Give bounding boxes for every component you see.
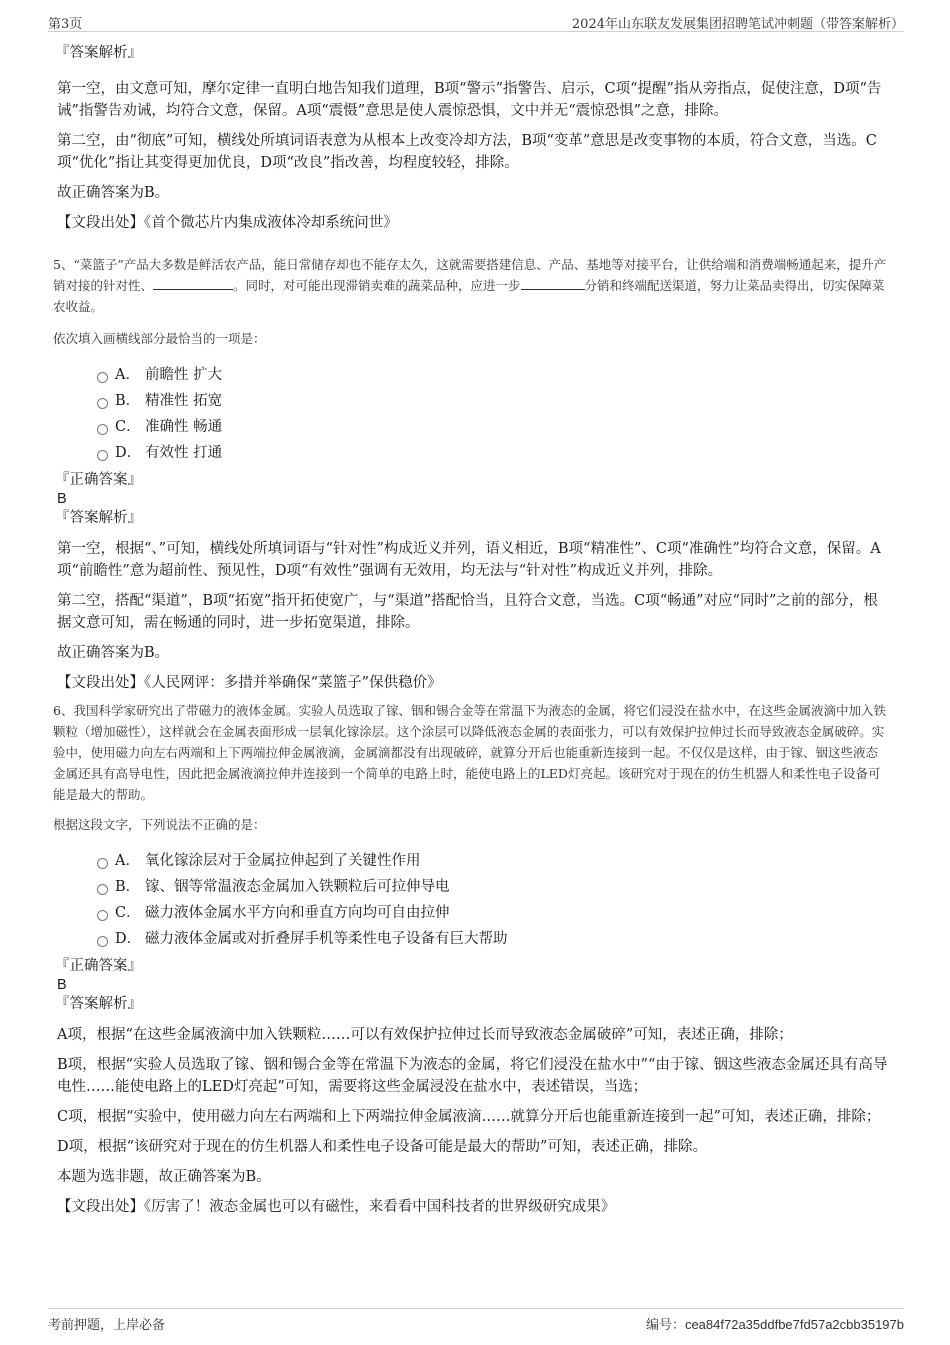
analysis-paragraph: A项，根据“在这些金属液滴中加入铁颗粒……可以有效保护拉伸过长而导致液态金属破碎”可知，表述正确，排除； (57, 1027, 793, 1043)
source-citation: 【文段出处】《厉害了！液态金属也可以有磁性，来看看中国科技者的世界级研究成果》 (57, 1199, 616, 1215)
correct-answer-label: 『正确答案』 (55, 472, 142, 488)
option-c[interactable]: C． 准确性 畅通 (97, 414, 890, 440)
source-citation: 【文段出处】《首个微芯片内集成液体冷却系统问世》 (57, 215, 398, 231)
analysis-label: 『答案解析』 (55, 510, 142, 526)
question-5-text: 5、“菜篮子”产品大多数是鲜活农产品，能日常储存却也不能存太久，这就需要搭建信息、产品、基地等对接平台，让供给端和消费端畅通起来，提升产销对接的针对性、 。同时，对可能出现滞销卖难的蔬菜品种，应进一步 分销和终端配送渠道，努力让菜品卖得出，切实保障菜农收益。 (53, 257, 887, 314)
blank-1 (153, 276, 233, 290)
document-code: 编号：cea84f72a35ddfbe7fd57a2cbb35197b (645, 1317, 904, 1333)
document-title: 2024年山东联友发展集团招聘笔试冲刺题（带答案解析） (571, 17, 904, 32)
option-c[interactable]: C． 磁力液体金属水平方向和垂直方向均可自由拉伸 (97, 900, 890, 926)
footer-slogan: 考前押题，上岸必备 (48, 1318, 166, 1333)
blank-2 (521, 276, 585, 290)
analysis-paragraph: 第一空，由文意可知，摩尔定律一直明白地告知我们道理，B项“警示”指警告、启示，C项“提醒”指从旁指点，促使注意，D项“告诫”指警告劝诫，均符合文意，保留。A项“震慑”意思是使人震惊恐惧，文中并无“震惊恐惧”之意，排除。 (57, 81, 882, 119)
option-d[interactable]: D． 磁力液体金属或对折叠屏手机等柔性电子设备有巨大帮助 (97, 926, 890, 952)
radio-icon[interactable] (97, 858, 108, 869)
analysis-paragraph: 第一空，根据“、”可知，横线处所填词语与“针对性”构成近义并列，语义相近，B项“精准性”、C项“准确性”均符合文意，保留。A项“前瞻性”意为超前性、预见性，D项“有效性”强调有无效用，均无法与“针对性”构成近义并列，排除。 (57, 541, 881, 579)
analysis-label: 『答案解析』 (55, 45, 142, 61)
page-header (48, 11, 904, 32)
page-number: 第3页 (48, 17, 83, 32)
option-b[interactable]: B． 镓、铟等常温液态金属加入铁颗粒后可拉伸导电 (97, 874, 890, 900)
question-5-prompt: 依次填入画横线部分最恰当的一项是： (53, 331, 266, 346)
radio-icon[interactable] (97, 450, 108, 461)
radio-icon[interactable] (97, 372, 108, 383)
option-b[interactable]: B． 精准性 拓宽 (97, 388, 890, 414)
option-a[interactable]: A． 氧化镓涂层对于金属拉伸起到了关键性作用 (97, 848, 890, 874)
question-6-prompt: 根据这段文字，下列说法不正确的是： (53, 817, 266, 832)
analysis-paragraph: C项，根据“实验中，使用磁力向左右两端和上下两端拉伸金属液滴……就算分开后也能重新连接到一起”可知，表述正确，排除； (57, 1109, 881, 1125)
option-a[interactable]: A． 前瞻性 扩大 (97, 362, 890, 388)
analysis-paragraph: D项，根据“该研究对于现在的仿生机器人和柔性电子设备可能是最大的帮助”可知，表述正确，排除。 (57, 1139, 707, 1155)
analysis-paragraph: 第二空，由“彻底”可知，横线处所填词语表意为从根本上改变冷却方法，B项“变革”意思是改变事物的本质，符合文意，当选。C项“优化”指让其变得更加优良，D项“改良”指改善，均程度较轻，排除。 (57, 133, 877, 171)
question-6-options (97, 848, 890, 952)
answer-conclusion: 故正确答案为B。 (57, 185, 170, 201)
analysis-label: 『答案解析』 (55, 996, 142, 1012)
option-d[interactable]: D． 有效性 打通 (97, 440, 890, 466)
radio-icon[interactable] (97, 398, 108, 409)
radio-icon[interactable] (97, 884, 108, 895)
answer-conclusion: 本题为选非题，故正确答案为B。 (57, 1169, 271, 1185)
radio-icon[interactable] (97, 936, 108, 947)
question-6-text: 6、我国科学家研究出了带磁力的液体金属。实验人员选取了镓、铟和锡合金等在常温下为液态的金属，将它们浸没在盐水中，在这些金属液滴中加入铁颗粒（增加磁性），这样就会在金属表面形成一层氧化镓涂层。这个涂层可以降低液态金属的表面张力，可以有效保护拉伸过长而导致液态金属破碎。实验中，使用磁力向左右两端和上下两端拉伸金属液滴，金属滴都没有出现破碎，就算分开后也能重新连接到一起。不仅仅是这样，由于镓、铟这些液态金属还具有高导电性，因此把金属液滴拉伸并连接到一个简单的电路上时，能使电路上的LED灯亮起。该研究对于现在的仿生机器人和柔性电子设备可能是最大的帮助。 (53, 703, 886, 802)
question-5-options (97, 362, 890, 466)
analysis-paragraph: B项，根据“实验人员选取了镓、铟和锡合金等在常温下为液态的金属，将它们浸没在盐水中”“由于镓、铟这些液态金属还具有高导电性……能使电路上的LED灯亮起”可知，需要将这些金属浸没在盐水中，表述错误，当选； (57, 1057, 888, 1095)
radio-icon[interactable] (97, 424, 108, 435)
answer-conclusion: 故正确答案为B。 (57, 645, 170, 661)
correct-answer: B (57, 491, 67, 507)
radio-icon[interactable] (97, 910, 108, 921)
correct-answer-label: 『正确答案』 (55, 958, 142, 974)
page-footer (48, 1308, 904, 1333)
document-content (53, 44, 890, 1218)
correct-answer: B (57, 977, 67, 993)
source-citation: 【文段出处】《人民网评：多措并举确保“菜篮子”保供稳价》 (57, 675, 442, 691)
analysis-paragraph: 第二空，搭配“渠道”，B项“拓宽”指开拓使宽广，与“渠道”搭配恰当，且符合文意，当选。C项“畅通”对应“同时”之前的部分，根据文意可知，需在畅通的同时，进一步拓宽渠道，排除。 (57, 593, 878, 631)
